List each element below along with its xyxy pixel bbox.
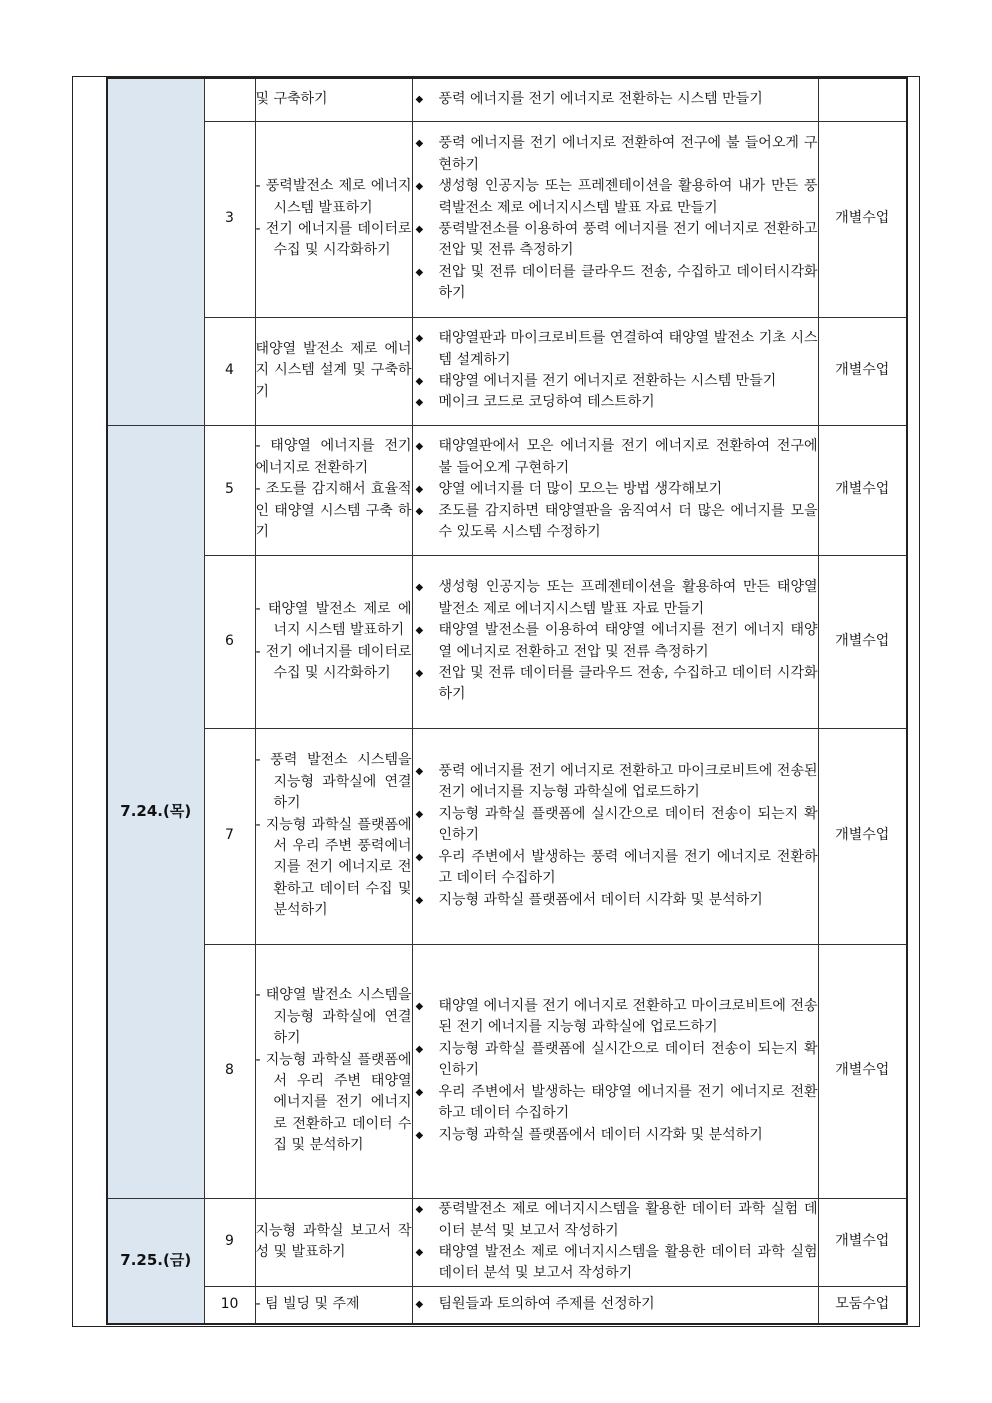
activities-cell bbox=[412, 944, 818, 1198]
class-type: 개별수업 bbox=[818, 555, 907, 728]
topic-cell bbox=[255, 78, 412, 121]
activity-item: ◆ 조도를 감지하면 태양열판을 움직여서 더 많은 에너지를 모을 수 있도록 시스템 수정하기 bbox=[413, 501, 818, 544]
activity-item: ◆ 지능형 과학실 플랫폼에 실시간으로 데이터 전송이 되는지 확인하기 bbox=[413, 804, 818, 847]
class-type: 개별수업 bbox=[818, 728, 907, 944]
activities-cell bbox=[412, 728, 818, 944]
period-number: 9 bbox=[204, 1198, 255, 1286]
topic-cell bbox=[255, 555, 412, 728]
topic-line: - 조도를 감지해서 효율적인 태양열 시스템 구축 하기 bbox=[255, 481, 412, 541]
table-row bbox=[107, 1198, 907, 1286]
topic-cell bbox=[255, 1286, 412, 1324]
topic-cell bbox=[255, 121, 412, 317]
date-cell: 7.25.(금) bbox=[107, 1198, 204, 1324]
schedule-table bbox=[106, 77, 908, 1325]
period-number: 10 bbox=[204, 1286, 255, 1324]
activity-item: ◆ 팀원들과 토의하여 주제를 선정하기 bbox=[413, 1294, 818, 1315]
period-number: 5 bbox=[204, 425, 255, 555]
activity-item: ◆ 양열 에너지를 더 많이 모으는 방법 생각해보기 bbox=[413, 479, 818, 500]
table-row bbox=[107, 728, 907, 944]
activities-cell bbox=[412, 555, 818, 728]
table-row bbox=[107, 121, 907, 317]
activities-cell bbox=[412, 121, 818, 317]
activities-cell bbox=[412, 78, 818, 121]
activity-item: ◆ 풍력 에너지를 전기 에너지로 전환하는 시스템 만들기 bbox=[413, 89, 818, 110]
topic-line: 태양열 발전소 제로 에너지 시스템 설계 및 구축하기 bbox=[255, 340, 412, 400]
topic-line: 및 구축하기 bbox=[255, 91, 328, 108]
table-row bbox=[107, 1286, 907, 1324]
activity-item: ◆ 태양열 발전소를 이용하여 태양열 에너지를 전기 에너지 태양열 에너지로 전환하고 전압 및 전류 측정하기 bbox=[413, 620, 818, 663]
activity-item: ◆ 태양열 발전소 제로 에너지시스템을 활용한 데이터 과학 실험 데이터 분석 및 보고서 작성하기 bbox=[413, 1242, 818, 1285]
topic-line: 지능형 과학실 보고서 작성 및 발표하기 bbox=[255, 1222, 412, 1260]
table-row bbox=[107, 317, 907, 425]
period-number bbox=[204, 78, 255, 121]
date-cell bbox=[107, 78, 204, 425]
period-number: 4 bbox=[204, 317, 255, 425]
date-cell: 7.24.(목) bbox=[107, 425, 204, 1198]
class-type: 개별수업 bbox=[818, 425, 907, 555]
topic-cell bbox=[255, 944, 412, 1198]
activity-item: ◆ 풍력발전소 제로 에너지시스템을 활용한 데이터 과학 실험 데이터 분석 및 보고서 작성하기 bbox=[413, 1199, 818, 1242]
activity-item: ◆ 메이크 코드로 코딩하여 테스트하기 bbox=[413, 392, 818, 413]
activities-cell bbox=[412, 425, 818, 555]
topic-line: - 팀 빌딩 및 주제 bbox=[255, 1296, 360, 1313]
activity-item: ◆ 전압 및 전류 데이터를 클라우드 전송, 수집하고 데이터시각화하기 bbox=[413, 262, 818, 305]
topic-cell bbox=[255, 317, 412, 425]
activity-item: ◆ 우리 주변에서 발생하는 태양열 에너지를 전기 에너지로 전환하고 데이터 수집하기 bbox=[413, 1082, 818, 1125]
activity-item: ◆ 생성형 인공지능 또는 프레젠테이션을 활용하여 만든 태양열 발전소 제로 에너지시스템 발표 자료 만들기 bbox=[413, 577, 818, 620]
class-type: 모둠수업 bbox=[818, 1286, 907, 1324]
topic-line: - 지능형 과학실 플랫폼에서 우리 주변 풍력에너지를 전기 에너지로 전환하고 데이터 수집 및 분석하기 bbox=[255, 816, 412, 919]
class-type: 개별수업 bbox=[818, 1198, 907, 1286]
class-type bbox=[818, 78, 907, 121]
period-number: 6 bbox=[204, 555, 255, 728]
activity-item: ◆ 풍력 에너지를 전기 에너지로 전환하여 전구에 불 들어오게 구현하기 bbox=[413, 133, 818, 176]
activity-item: ◆ 태양열 에너지를 전기 에너지로 전환하는 시스템 만들기 bbox=[413, 371, 818, 392]
period-number: 3 bbox=[204, 121, 255, 317]
topic-line: - 태양열 발전소 시스템을 지능형 과학실에 연결하기 bbox=[255, 987, 412, 1047]
activity-item: ◆ 생성형 인공지능 또는 프레젠테이션을 활용하여 내가 만든 풍력발전소 제로 에너지시스템 발표 자료 만들기 bbox=[413, 176, 818, 219]
schedule-body bbox=[107, 78, 907, 1324]
activities-cell bbox=[412, 1198, 818, 1286]
topic-line: - 전기 에너지를 데이터로 수집 및 시각화하기 bbox=[255, 221, 412, 259]
table-row bbox=[107, 425, 907, 555]
topic-line: - 전기 에너지를 데이터로 수집 및 시각화하기 bbox=[255, 643, 412, 681]
activity-item: ◆ 우리 주변에서 발생하는 풍력 에너지를 전기 에너지로 전환하고 데이터 수집하기 bbox=[413, 847, 818, 890]
activity-item: ◆ 지능형 과학실 플랫폼에서 데이터 시각화 및 분석하기 bbox=[413, 890, 818, 911]
topic-line: - 태양열 에너지를 전기 에너지로 전환하기 bbox=[255, 438, 412, 476]
activities-cell bbox=[412, 317, 818, 425]
activity-item: ◆ 태양열판에서 모은 에너지를 전기 에너지로 전환하여 전구에 불 들어오게 구현하기 bbox=[413, 436, 818, 479]
topic-line: - 풍력발전소 제로 에너지 시스템 발표하기 bbox=[255, 178, 412, 216]
topic-line: - 태양열 발전소 제로 에너지 시스템 발표하기 bbox=[255, 600, 412, 639]
topic-line: - 풍력 발전소 시스템을 지능형 과학실에 연결하기 bbox=[255, 752, 412, 812]
class-type: 개별수업 bbox=[818, 317, 907, 425]
activity-item: ◆ 지능형 과학실 플랫폼에서 데이터 시각화 및 분석하기 bbox=[413, 1125, 818, 1146]
activity-item: ◆ 풍력 에너지를 전기 에너지로 전환하고 마이크로비트에 전송된 전기 에너지를 지능형 과학실에 업로드하기 bbox=[413, 761, 818, 804]
table-row bbox=[107, 78, 907, 121]
activity-item: ◆ 풍력발전소를 이용하여 풍력 에너지를 전기 에너지로 전환하고 전압 및 전류 측정하기 bbox=[413, 219, 818, 262]
activity-item: ◆ 지능형 과학실 플랫폼에 실시간으로 데이터 전송이 되는지 확인하기 bbox=[413, 1039, 818, 1082]
period-number: 7 bbox=[204, 728, 255, 944]
table-row bbox=[107, 944, 907, 1198]
topic-cell bbox=[255, 728, 412, 944]
class-type: 개별수업 bbox=[818, 944, 907, 1198]
class-type: 개별수업 bbox=[818, 121, 907, 317]
table-row bbox=[107, 555, 907, 728]
period-number: 8 bbox=[204, 944, 255, 1198]
topic-cell bbox=[255, 425, 412, 555]
activities-cell bbox=[412, 1286, 818, 1324]
activity-item: ◆ 태양열판과 마이크로비트를 연결하여 태양열 발전소 기초 시스템 설계하기 bbox=[413, 328, 818, 371]
topic-line: - 지능형 과학실 플랫폼에서 우리 주변 태양열 에너지를 전기 에너지로 전환하고 데이터 수집 및 분석하기 bbox=[255, 1051, 412, 1154]
activity-item: ◆ 전압 및 전류 데이터를 클라우드 전송, 수집하고 데이터 시각화하기 bbox=[413, 663, 818, 706]
activity-item: ◆ 태양열 에너지를 전기 에너지로 전환하고 마이크로비트에 전송된 전기 에너지를 지능형 과학실에 업로드하기 bbox=[413, 996, 818, 1039]
topic-cell bbox=[255, 1198, 412, 1286]
